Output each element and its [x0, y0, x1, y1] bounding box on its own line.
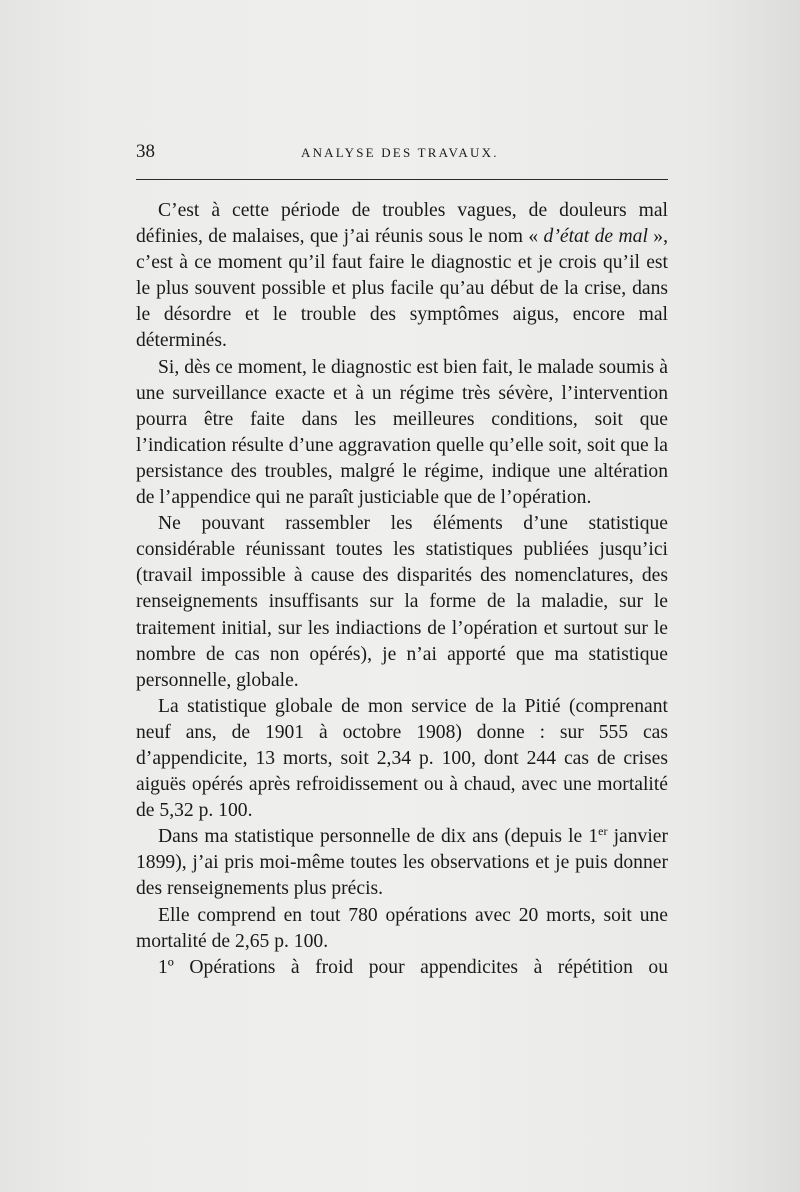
page-number: 38	[136, 141, 155, 162]
paragraph-6: Elle comprend en tout 780 opérations avec 20 morts, soit une mortalité de 2,65 p. 100.	[136, 904, 668, 952]
paragraph-2: Si, dès ce moment, le diagnostic est bien fait, le malade soumis à une surveillance exacte et à un régime très sévère, l’intervention pourra être faite dans les meilleures conditions, soit que l’indication résulte d’une aggravation quelle qu’elle soit, soit que la persistance des troubles, malgré le régime, indique une altération de l’appendice qui ne paraît justiciable que de l’opération.	[136, 356, 668, 509]
paragraph-1-italic-term: d’état de mal	[543, 226, 648, 248]
running-title: ANALYSE DES TRAVAUX.	[301, 145, 499, 160]
paragraph-5	[136, 824, 668, 902]
paragraph-1	[136, 198, 668, 355]
header-rule	[136, 179, 668, 180]
paragraph-4: La statistique globale de mon service de la Pitié (comprenant neuf ans, de 1901 à octobre 1908) donne : sur 555 cas d’appendicite, 13 morts, soit 2,34 p. 100, dont 244 cas de crises aiguës opérés après refroidissement ou à chaud, avec une mortalité de 5,32 p. 100.	[136, 695, 668, 822]
paragraph-3: Ne pouvant rassembler les éléments d’une statistique considérable réunissant toutes les statistiques publiées jusqu’ici (travail impossible à cause des disparités des nomenclatures, des renseignements insuffisants sur la forme de la maladie, sur le traitement initial, sur les indiactions de l’opération et surtout sur le nombre de cas non opérés), je n’ai apporté que ma statistique personnelle, globale.	[136, 513, 668, 691]
paragraph-5-text-a: Dans ma statistique personnelle de dix ans (depuis le 1	[158, 826, 599, 848]
paragraph-1-text-c: », c’est à ce moment qu’il faut faire le diagnostic et je crois qu’il est le plus souvent possible et plus facile qu’au début de la crise, dans le désordre et le trouble des symptômes aigus, encore mal déterminés.	[136, 226, 669, 352]
ordinal-superscript: er	[598, 824, 608, 839]
page-header	[136, 140, 668, 164]
body-text	[136, 198, 668, 981]
paragraph-7: 1º Opérations à froid pour appendicites à répétition ou	[158, 956, 668, 978]
paragraph-1-text-a: C’est à cette période de troubles vagues, de douleurs mal définies, de malaises, que j’ai réunis sous le nom «	[136, 200, 668, 248]
paragraph-5-text-b: janvier 1899), j’ai pris moi-même toutes les observations et je puis donner des renseignements plus précis.	[136, 826, 668, 900]
